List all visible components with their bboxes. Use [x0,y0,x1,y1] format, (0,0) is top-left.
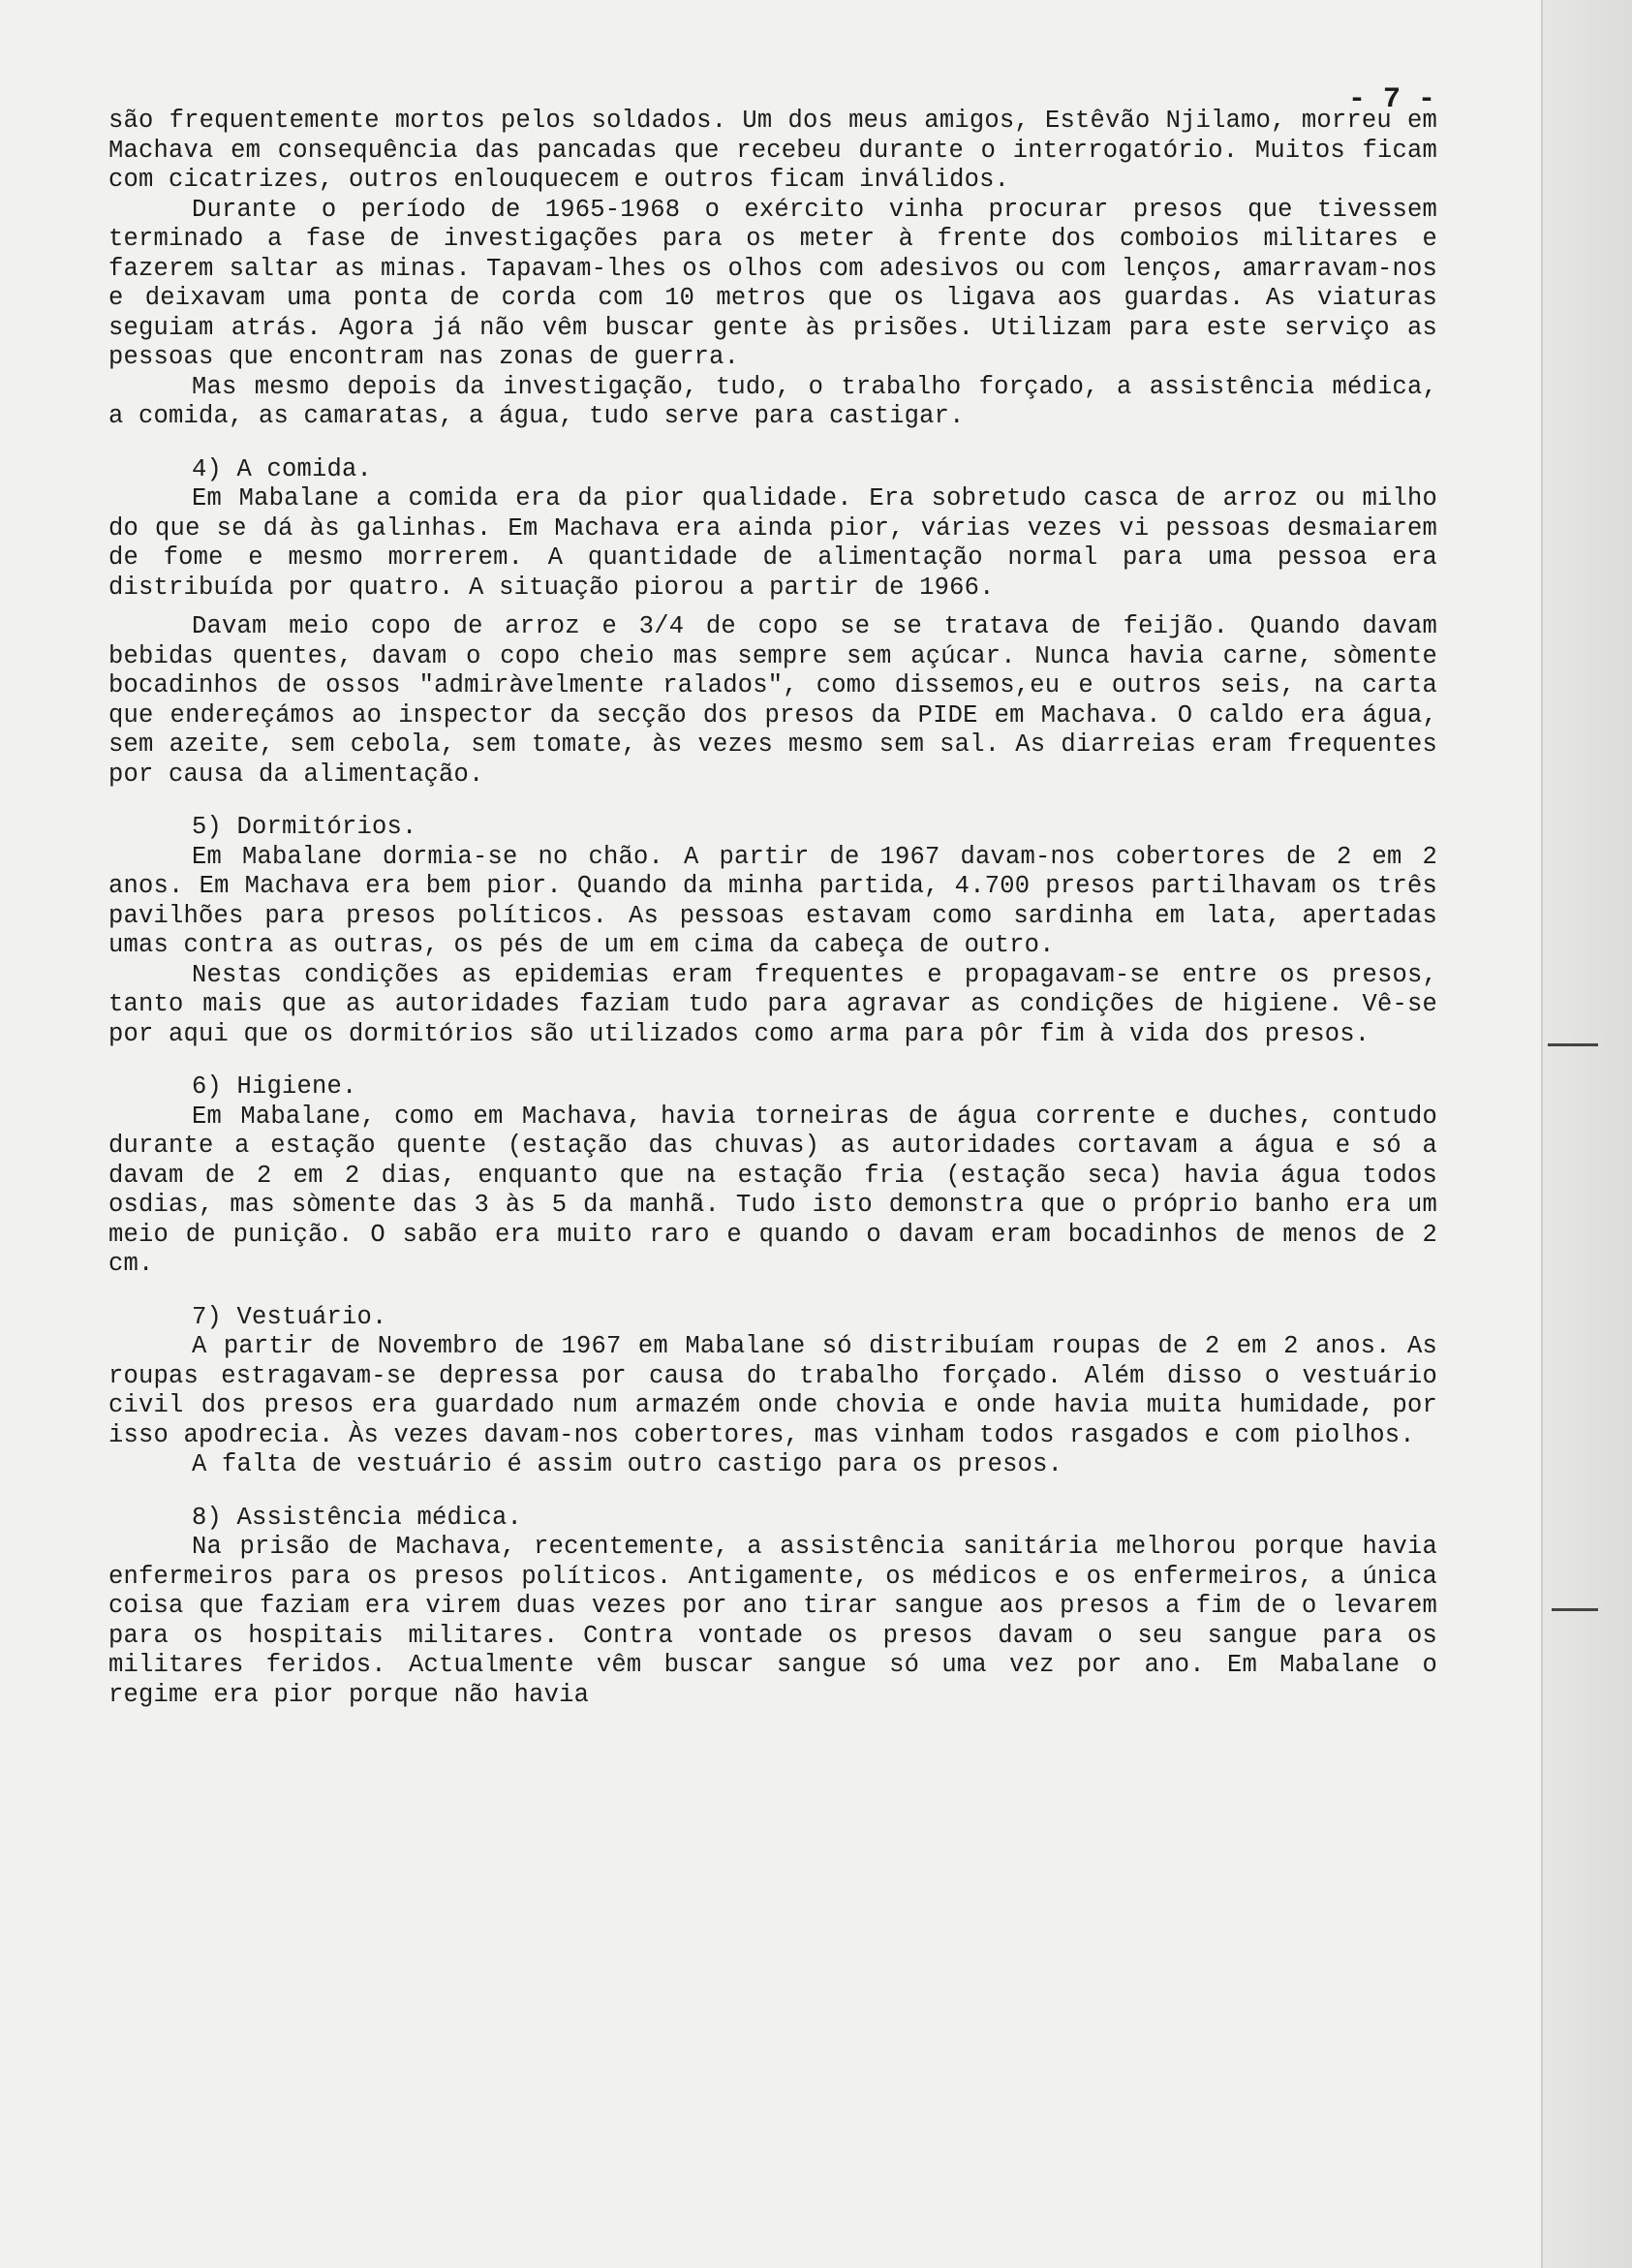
opening-paragraph: são frequentemente mortos pelos soldados. Um dos meus amigos, Estêvão Njilamo, morreu em Machava em consequência das pancadas que recebeu durante o interrogatório. Muitos ficam com cicatrizes, outros enlouquecem e outros ficam inválidos. [108,107,1437,194]
paragraph-assistencia: Na prisão de Machava, recentemente, a assistência sanitária melhorou porque havia enfermeiros para os presos políticos. Antigamente, os médicos e os enfermeiros, a única coisa que faziam era virem duas vezes por ano tirar sangue aos presos a fim de o levarem para os hospitais militares. Contra vontade os presos davam o seu sangue para os militares feridos. Actualmente vêm buscar sangue só uma vez por ano. Em Mabalane o regime era pior porque não havia [108,1533,1437,1709]
section-heading-dormitorios: 5) Dormitórios. [192,813,417,841]
margin-tick [1552,1608,1598,1611]
section-heading-comida: 4) A comida. [192,454,373,483]
section-heading-vestuario: 7) Vestuário. [192,1302,387,1331]
paragraph-dormitorios-1: Em Mabalane dormia-se no chão. A partir de 1967 davam-nos cobertores de 2 em 2 anos. Em Machava era bem pior. Quando da minha partida, 4.700 presos partilhavam os três pavilhões para presos políticos. As pessoas estavam como sardinha em lata, apertadas umas contra as outras, os pés de um em cima da cabeça de outro. [108,842,1437,959]
paragraph-dormitorios-2: Nestas condições as epidemias eram frequentes e propagavam-se entre os presos, tanto mais que as autoridades faziam tudo para agravar as condições de higiene. Vê-se por aqui que os dormitórios são utilizados como arma para pôr fim à vida dos presos. [108,960,1437,1048]
paragraph-comida-1: Em Mabalane a comida era da pior qualidade. Era sobretudo casca de arroz ou milho do que se dá às galinhas. Em Machava era ainda pior, várias vezes vi pessoas desmaiarem de fome e mesmo morrerem. A quantidade de alimentação normal para uma pessoa era distribuída por quatro. A situação piorou a partir de 1966. [108,484,1437,602]
paragraph-castigar: Mas mesmo depois da investigação, tudo, o trabalho forçado, a assistência médica, a comida, as camaratas, a água, tudo serve para castigar. [108,372,1437,430]
paragraph-vestuario-1: A partir de Novembro de 1967 em Mabalane só distribuíam roupas de 2 em 2 anos. As roupas estragavam-se depressa por causa do trabalho forçado. Além disso o vestuário civil dos presos era guardado num armazém onde chovia e onde havia muita humidade, por isso apodrecia. Às vezes davam-nos cobertores, mas vinham todos rasgados e com piolhos. [108,1332,1437,1449]
section-heading-assistencia: 8) Assistência médica. [192,1503,523,1532]
section-heading-higiene: 6) Higiene. [192,1072,357,1101]
binding-edge [1541,0,1632,2268]
paragraph-higiene: Em Mabalane, como em Machava, havia torneiras de água corrente e duches, contudo durante a estação quente (estação das chuvas) as autoridades cortavam a água e só a davam de 2 em 2 dias, enquanto que na estação fria (estação seca) havia água todos osdias, mas sòmente das 3 às 5 da manhã. Tudo isto demonstra que o próprio banho era um meio de punição. O sabão era muito raro e quando o davam eram bocadinhos de menos de 2 cm. [108,1102,1437,1278]
document-body [108,83,1437,1710]
paragraph-comida-2: Davam meio copo de arroz e 3/4 de copo se se tratava de feijão. Quando davam bebidas quentes, davam o copo cheio mas sempre sem açúcar. Nunca havia carne, sòmente bocadinhos de ossos "admiràvelmente ralados", como dissemos,eu e outros seis, na carta que endereçámos ao inspector da secção dos presos da PIDE em Machava. O caldo era água, sem azeite, sem cebola, sem tomate, às vezes mesmo sem sal. As diarreias eram frequentes por causa da alimentação. [108,612,1437,789]
paragraph-vestuario-2: A falta de vestuário é assim outro castigo para os presos. [192,1450,1063,1478]
paragraph-minas: Durante o período de 1965-1968 o exército vinha procurar presos que tivessem terminado a fase de investigações para os meter à frente dos comboios militares e fazerem saltar as minas. Tapavam-lhes os olhos com adesivos ou com lenços, amarravam-nos e deixavam uma ponta de corda com 10 metros que os ligava aos guardas. As viaturas seguiam atrás. Agora já não vêm buscar gente às prisões. Utilizam para este serviço as pessoas que encontram nas zonas de guerra. [108,195,1437,371]
margin-tick [1548,1043,1598,1046]
page-number: - 7 - [1348,83,1436,116]
